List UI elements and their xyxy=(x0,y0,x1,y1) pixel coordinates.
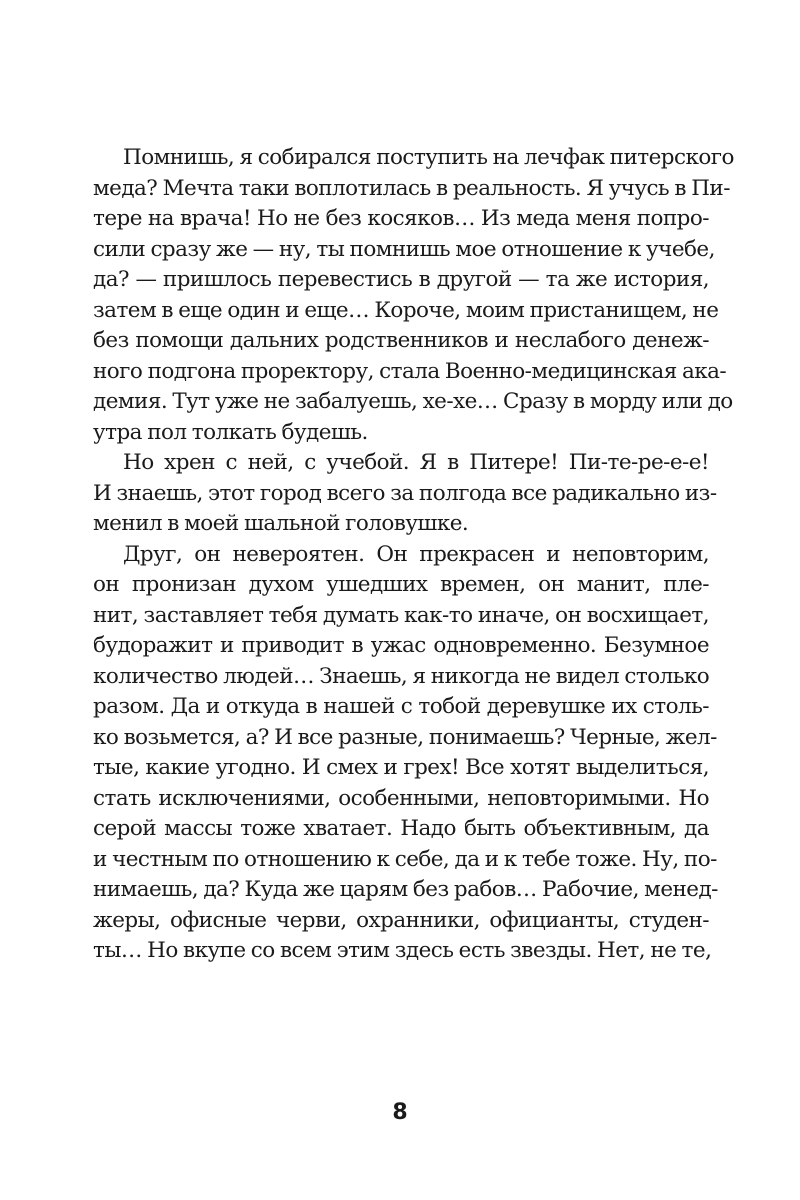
text-line: меда? Мечта таки воплотилась в реальность. Я учусь в Пи- xyxy=(93,175,730,201)
text-line: будоражит и приводит в ужас одновременно. Безумное xyxy=(93,633,709,658)
text-line: нит, заставляет тебя думать как-то иначе, он восхищает, xyxy=(93,602,709,628)
text-line: И знаешь, этот город всего за полгода все радикально из- xyxy=(93,480,717,506)
text-line: Но хрен с ней, с учебой. Я в Питере! Пи-те-ре-е-е! xyxy=(123,450,709,475)
text-line: тере на врача! Но не без косяков… Из меда меня попро- xyxy=(93,206,709,231)
text-line: менил в моей шальной головушке. xyxy=(93,511,469,536)
text-line: количество людей… Знаешь, я никогда не видел столько xyxy=(93,663,710,689)
text-line: серой массы тоже хватает. Надо быть объективным, да xyxy=(93,816,709,841)
text-line: без помощи дальних родственников и неслабого денеж- xyxy=(93,328,709,353)
paragraph-1 xyxy=(93,143,734,448)
text-line: Помнишь, я собирался поступить на лечфак питерского xyxy=(123,145,734,170)
text-line: утра пол толкать будешь. xyxy=(93,419,368,445)
text-line: тые, какие угодно. И смех и грех! Все хотят выделиться, xyxy=(93,755,709,780)
book-page-text xyxy=(93,143,734,967)
paragraph-2 xyxy=(93,448,717,540)
text-line: нимаешь, да? Куда же царям без рабов… Рабочие, менед- xyxy=(93,877,718,902)
text-line: демия. Тут уже не забалуешь, хе-хе… Сразу в морду или до xyxy=(93,389,733,414)
text-line: он пронизан духом ушедших времен, он манит, пле- xyxy=(93,572,709,597)
text-line: ты… Но вкупе со всем этим здесь есть звезды. Нет, не те, xyxy=(93,938,712,963)
text-line: и честным по отношению к себе, да и к тебе тоже. Ну, по- xyxy=(93,846,717,872)
text-line: затем в еще один и еще… Короче, моим пристанищем, не xyxy=(93,297,719,323)
text-line: стать исключениями, особенными, неповторимыми. Но xyxy=(93,785,709,811)
text-line: разом. Да и откуда в нашей с тобой деревушке их столь- xyxy=(93,694,709,719)
text-line: ного подгона проректору, стала Военно-медицинская ака- xyxy=(93,358,727,384)
text-line: да? — пришлось перевестись в другой — та же история, xyxy=(93,267,709,292)
paragraph-3 xyxy=(93,540,718,967)
text-line: Друг, он невероятен. Он прекрасен и неповторим, xyxy=(123,541,709,567)
text-line: жеры, офисные черви, охранники, официанты, студен- xyxy=(93,907,709,933)
page-number: 8 xyxy=(392,1100,408,1125)
text-line: ко возьмется, а? И все разные, понимаешь? Черные, жел- xyxy=(93,724,717,750)
text-line: сили сразу же — ну, ты помнишь мое отношение к учебе, xyxy=(93,236,715,262)
